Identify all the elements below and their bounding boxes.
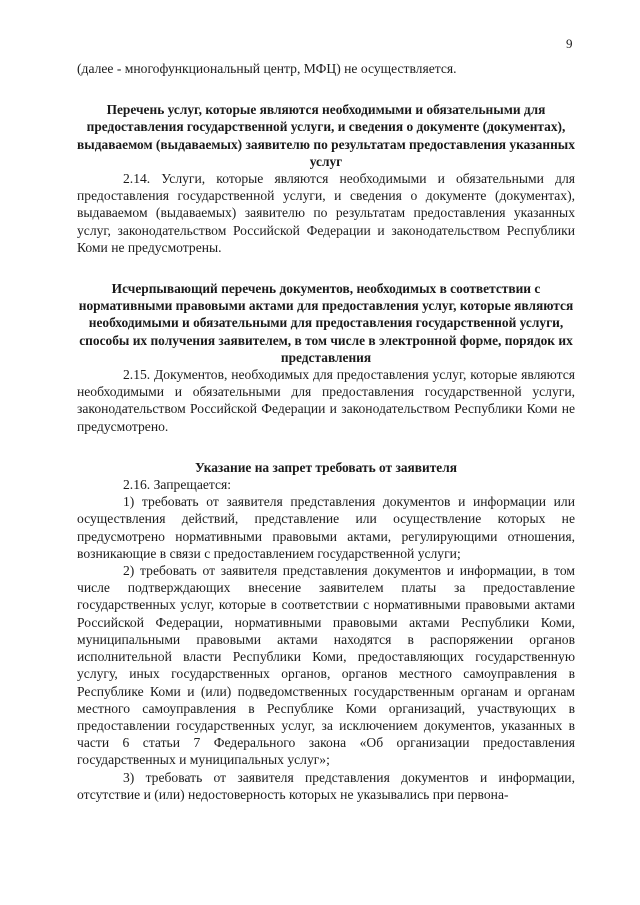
intro-paragraph: (далее - многофункциональный центр, МФЦ) не осуществляется. <box>77 61 457 76</box>
paragraph-2-14: 2.14. Услуги, которые являются необходимыми и обязательными для предоставления государственной услуги, и сведения о документе (документах), выдаваемом (выдаваемых) заявителю по результатам предоставления указанных услуг, законодательством Российской Федерации и законодательством Республики Коми не предусмотрены. <box>77 171 575 255</box>
list-item-1: 1) требовать от заявителя представления документов и информации или осуществления действий, представление или осуществление которых не предусмотрено нормативными правовыми актами, регулирующими отношения, возникающие в связи с предоставлением государственной услуги; <box>77 494 575 561</box>
section-heading-prohibition: Указание на запрет требовать от заявителя <box>194 459 457 475</box>
document-body <box>77 60 575 803</box>
section-heading-services-list: Перечень услуг, которые являются необходимыми и обязательными для предоставления государственной услуги, и сведения о документе (документах), выдаваемом (выдаваемых) заявителю по результатам предоставления указанных услуг <box>77 102 575 169</box>
page-number: 9 <box>566 36 573 51</box>
list-item-2: 2) требовать от заявителя представления документов и информации, в том числе подтверждающих внесение заявителем платы за предоставление государственных услуг, которые в соответствии с нормативными правовыми актами Российской Федерации, нормативными правовыми актами Республики Коми, муниципальными правовыми актами находятся в распоряжении органов исполнительной власти Республики Коми, предоставляющих государственную услугу, иных государственных органов, органов местного самоуправления в Республике Коми и (или) подведомственных государственным органам и органам местного самоуправления в Республике Коми организаций, участвующих в предоставлении государственных услуг, за исключением документов, указанных в части 6 статьи 7 Федерального закона «Об организации предоставления государственных и муниципальных услуг»; <box>77 563 575 768</box>
paragraph-2-16: 2.16. Запрещается: <box>123 477 232 493</box>
paragraph-2-15: 2.15. Документов, необходимых для предоставления услуг, которые являются необходимыми и обязательными для предоставления государственной услуги, законодательством Российской Федерации и законодательством Республики Коми не предусмотрено. <box>77 367 575 434</box>
list-item-3: 3) требовать от заявителя представления документов и информации, отсутствие и (или) недостоверность которых не указывались при первона- <box>77 769 575 802</box>
section-heading-documents-list: Исчерпывающий перечень документов, необходимых в соответствии с нормативными правовыми актами для предоставления услуг, которые являются необходимыми и обязательными для предоставления государственной услуги, способы их получения заявителем, в том числе в электронной форме, порядок их представления <box>78 281 574 365</box>
